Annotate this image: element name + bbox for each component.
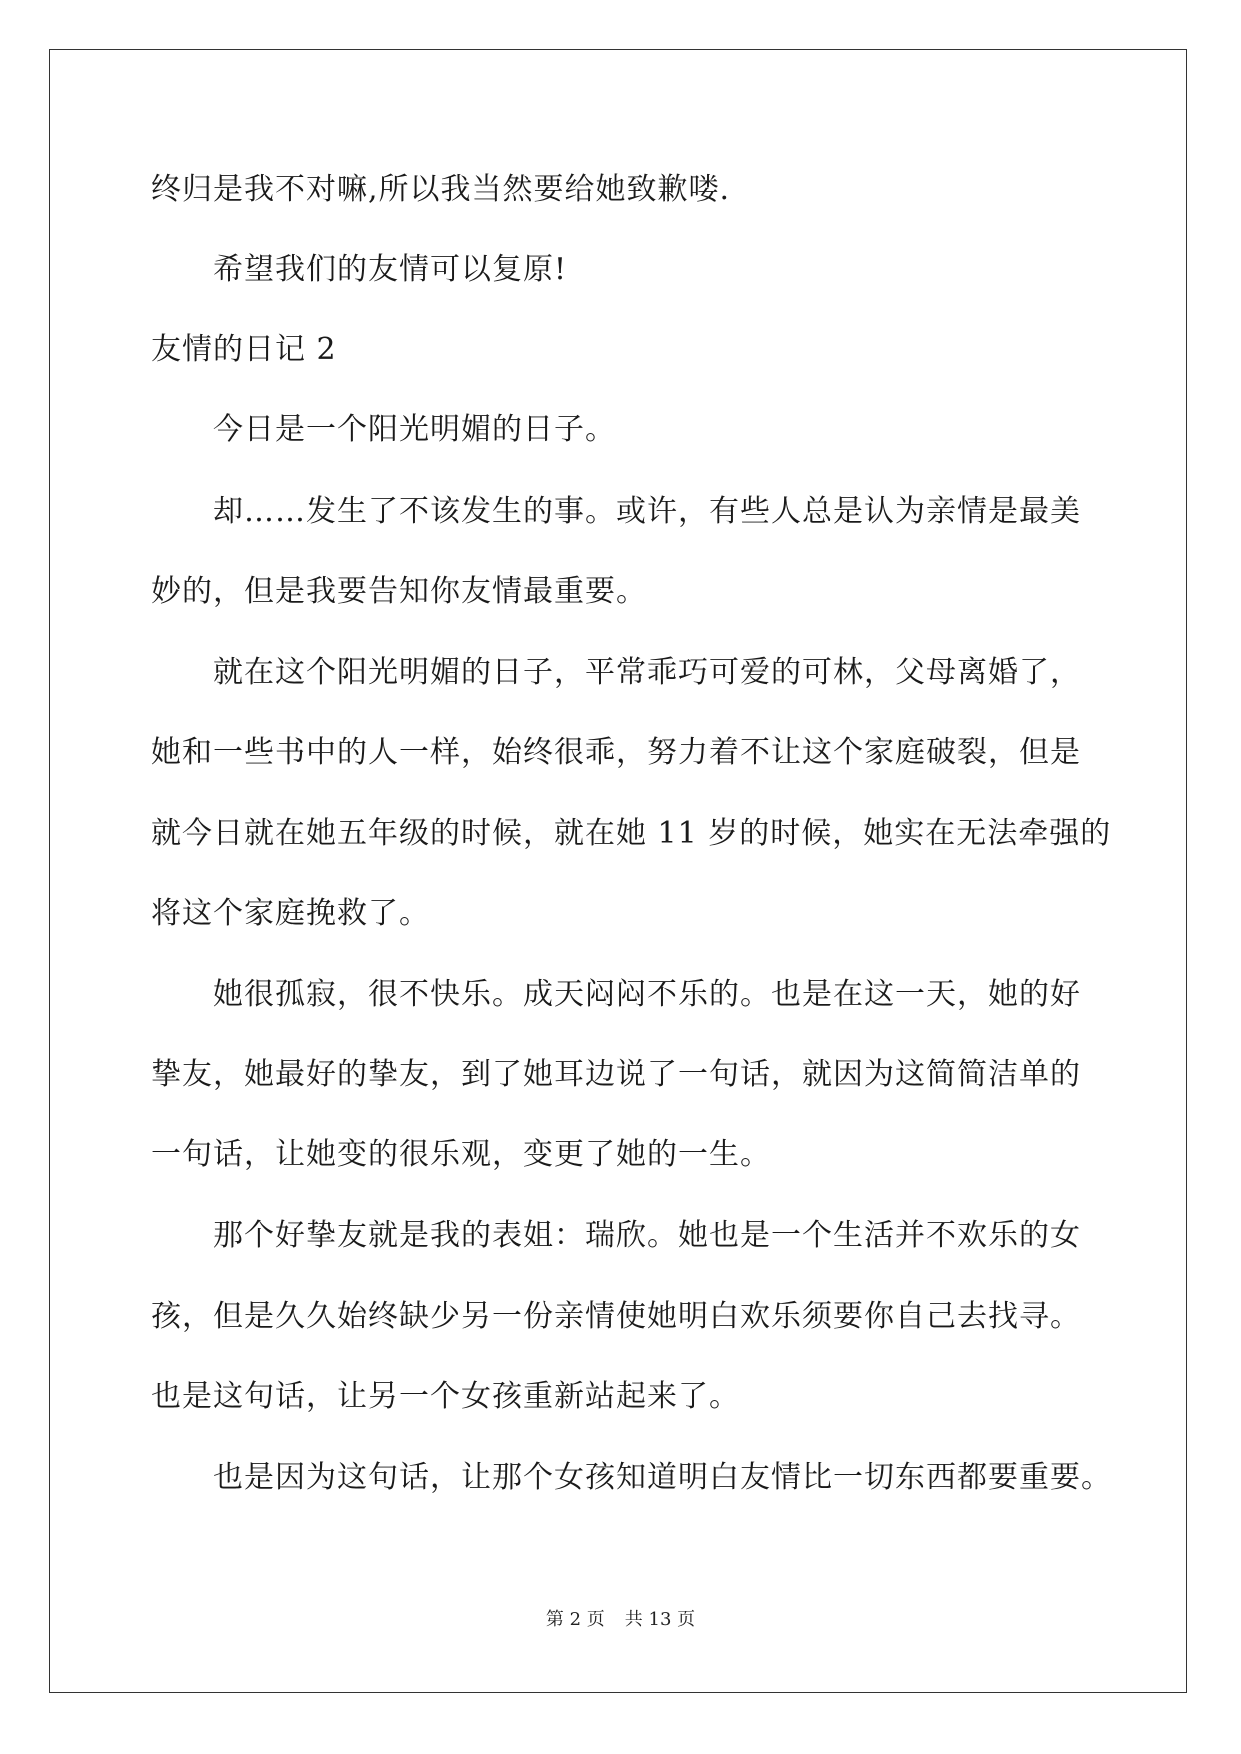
paragraph-line: 就今日就在她五年级的时候，就在她 11 岁的时候，她实在无法牵强的 bbox=[151, 816, 1112, 851]
paragraph-line: 孩，但是久久始终缺少另一份亲情使她明白欢乐须要你自己去找寻。 bbox=[151, 1299, 1081, 1334]
paragraph-line: 将这个家庭挽救了。 bbox=[151, 896, 430, 931]
paragraph-line: 终归是我不对嘛,所以我当然要给她致歉喽. bbox=[151, 172, 731, 207]
paragraph-line: 那个好挚友就是我的表姐：瑞欣。她也是一个生活并不欢乐的女 bbox=[213, 1218, 1081, 1253]
paragraph-line: 也是这句话，让另一个女孩重新站起来了。 bbox=[151, 1379, 740, 1414]
paragraph-line: 今日是一个阳光明媚的日子。 bbox=[213, 412, 616, 447]
paragraph-line: 她和一些书中的人一样，始终很乖，努力着不让这个家庭破裂，但是 bbox=[151, 735, 1081, 770]
page-total: 共 13 页 bbox=[624, 1609, 696, 1630]
paragraph-line: 一句话，让她变的很乐观，变更了她的一生。 bbox=[151, 1137, 771, 1172]
page-border bbox=[49, 49, 1187, 1693]
paragraph-line: 也是因为这句话，让那个女孩知道明白友情比一切东西都要重要。 bbox=[213, 1460, 1112, 1495]
paragraph-line: 希望我们的友情可以复原! bbox=[213, 252, 568, 287]
paragraph-line: 她很孤寂，很不快乐。成天闷闷不乐的。也是在这一天，她的好 bbox=[213, 977, 1081, 1012]
paragraph-line: 就在这个阳光明媚的日子，平常乖巧可爱的可林，父母离婚了， bbox=[213, 655, 1081, 690]
paragraph-line: 却……发生了不该发生的事。或许，有些人总是认为亲情是最美 bbox=[213, 494, 1081, 529]
paragraph-line: 妙的，但是我要告知你友情最重要。 bbox=[151, 574, 647, 609]
page-number: 第 2 页 bbox=[545, 1609, 605, 1630]
section-heading: 友情的日记 2 bbox=[151, 332, 337, 367]
page-footer bbox=[0, 1608, 1241, 1632]
paragraph-line: 挚友，她最好的挚友，到了她耳边说了一句话，就因为这简简洁单的 bbox=[151, 1057, 1081, 1092]
